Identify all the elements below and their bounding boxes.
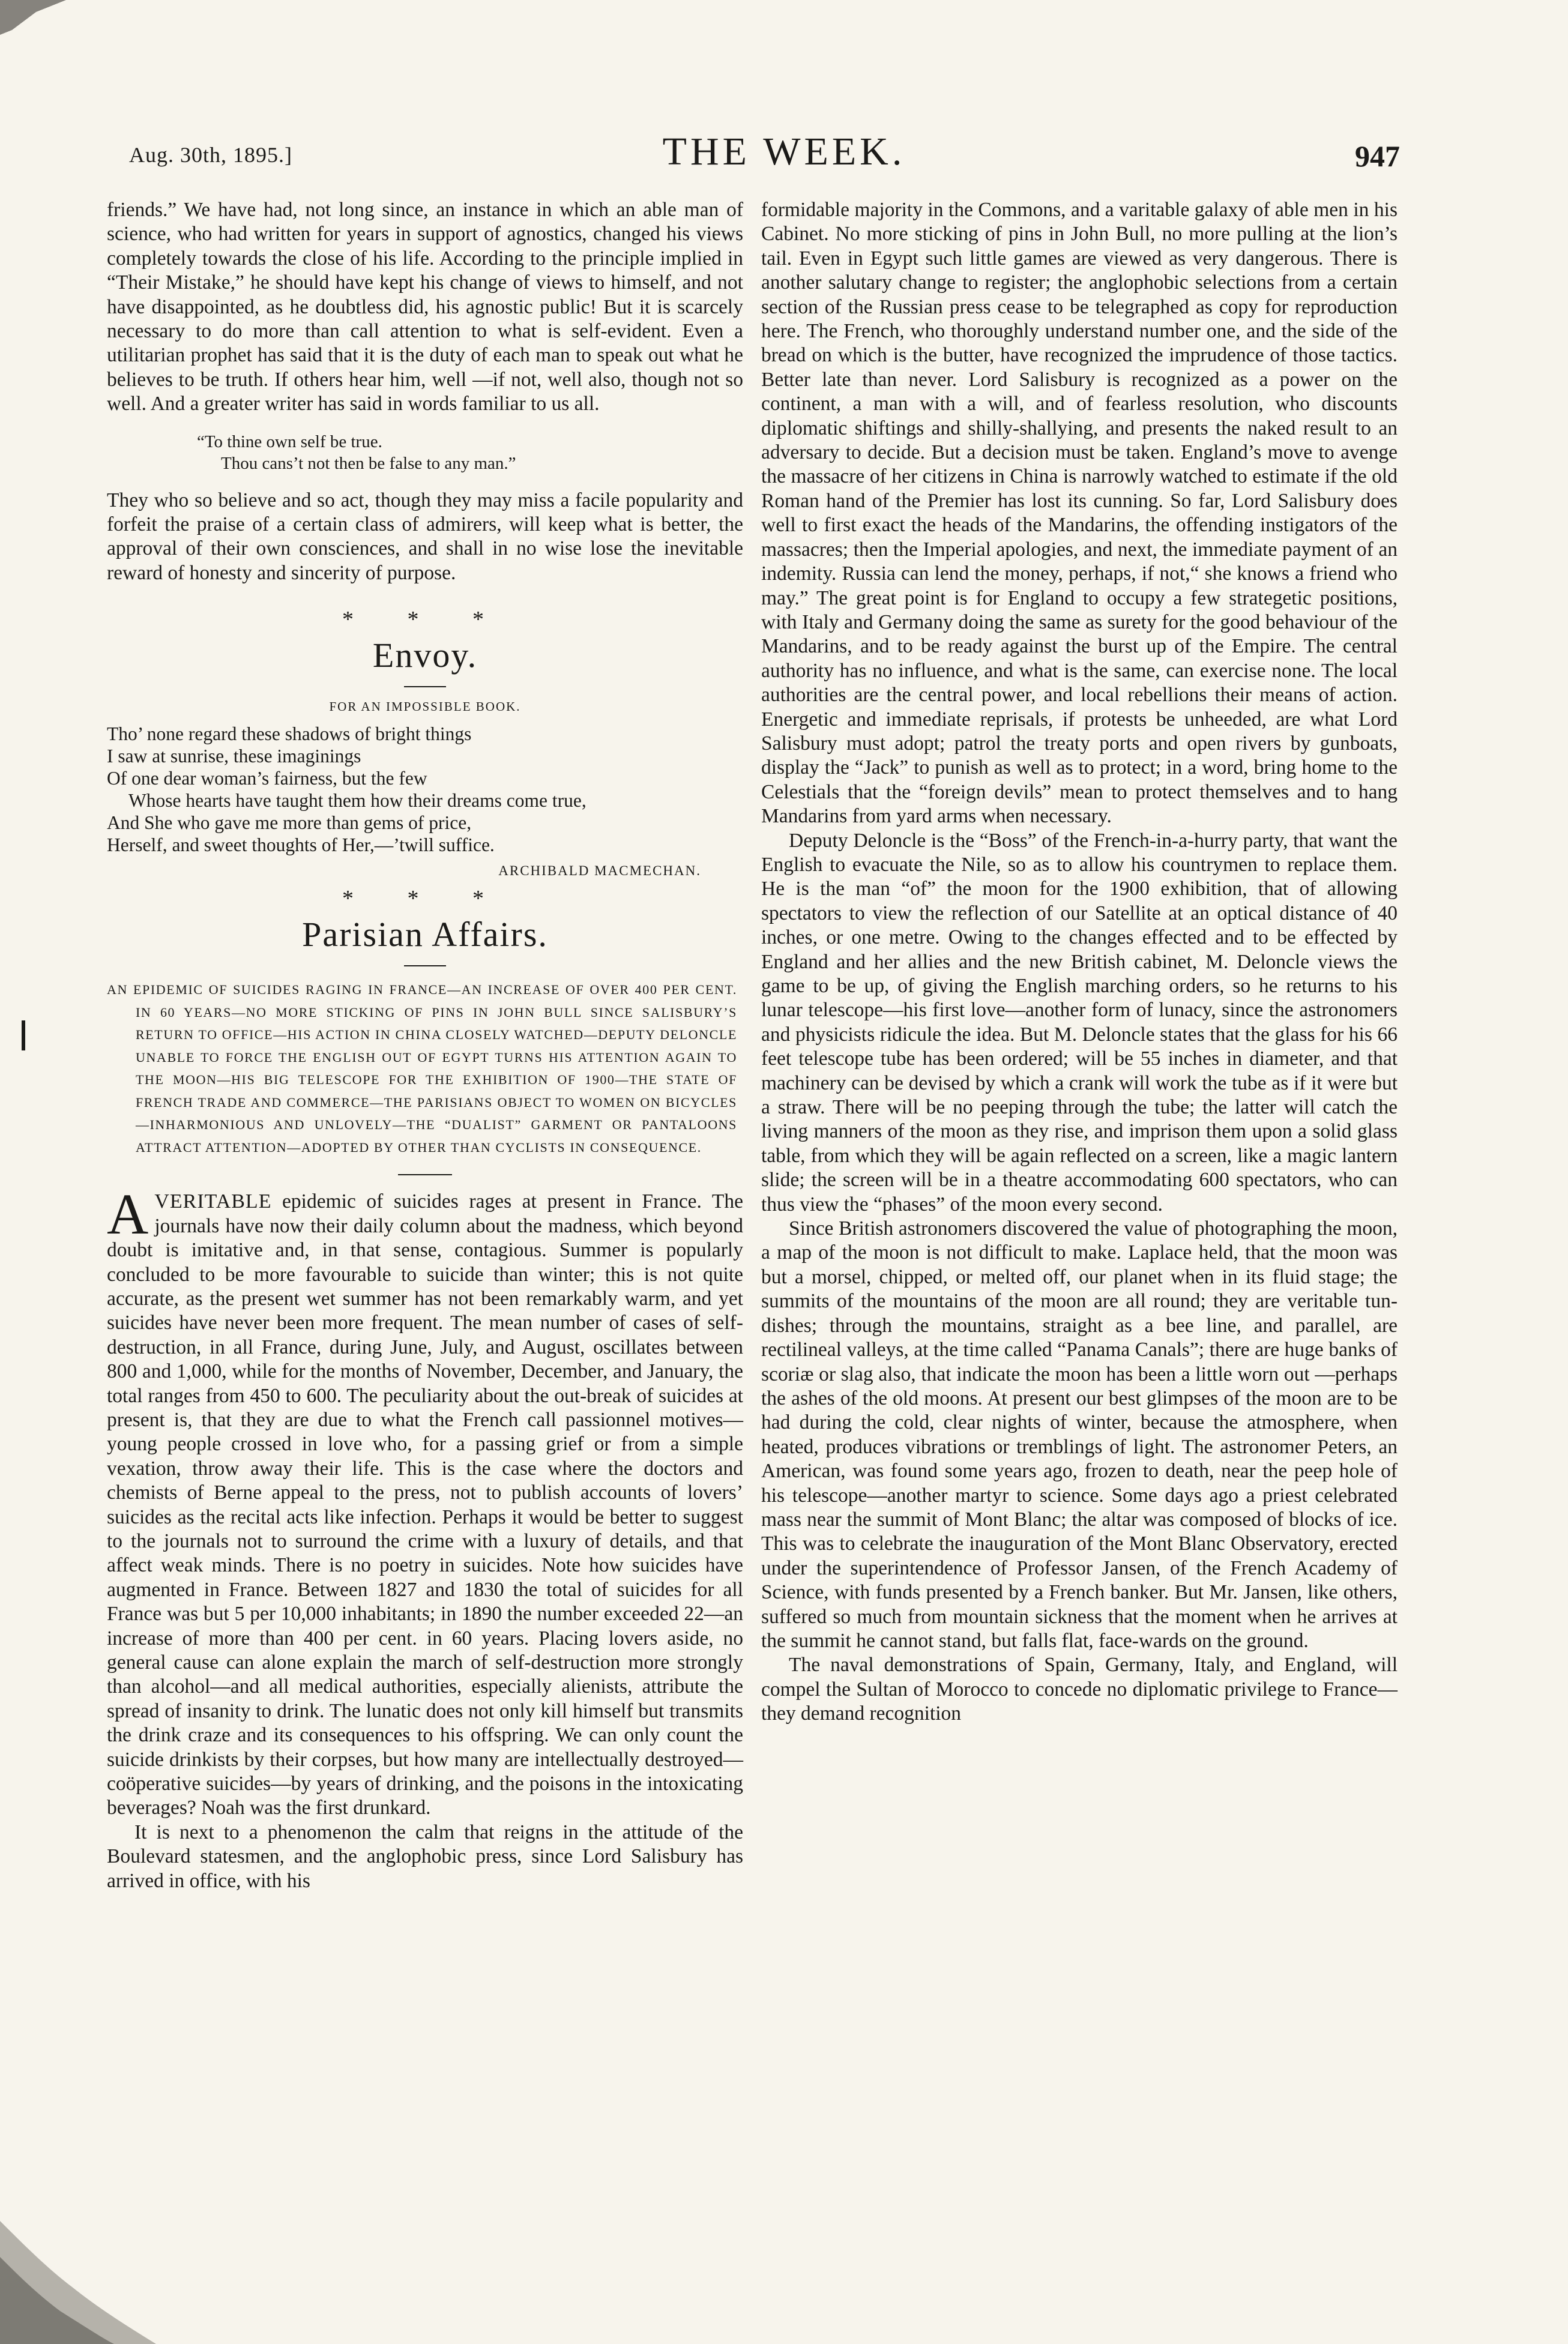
shakespeare-quote: [197, 431, 743, 474]
left-paragraph-3: [107, 1182, 743, 1821]
envoy-subtitle: FOR AN IMPOSSIBLE BOOK.: [329, 699, 521, 714]
lead-word: VERITABLE: [154, 1190, 272, 1213]
envoy-title: Envoy.: [372, 636, 478, 675]
article-summary: AN EPIDEMIC OF SUICIDES RAGING IN FRANCE—AN INCREASE OF OVER 400 PER CENT. IN 60 YEARS—NO MORE STICKING OF PINS IN JOHN BULL SINCE SALISBURY’S RETURN TO OFFICE—HIS ACTION IN CHINA CLOSELY WATCHED—DEPUTY DELONCLE UNABLE TO FORCE THE ENGLISH OUT OF EGYPT TURNS HIS ATTENTION AGAIN TO THE MOON—HIS BIG TELESCOPE FOR THE EXHIBITION OF 1900—THE STATE OF FRENCH TRADE AND COMMERCE—THE PARISIANS OBJECT TO WOMEN ON BICYCLES—INHARMONIOUS AND UNLOVELY—THE “DUALIST” GARMENT OR PANTALOONS ATTRACT ATTENTION—ADOPTED BY OTHER THAN CYCLISTS IN CONSEQUENCE.: [107, 982, 737, 1155]
section-asterism: * * *: [342, 607, 508, 633]
right-paragraph-1: formidable majority in the Commons, and a varitable galaxy of able men in his Cabinet. No more sticking of pins in John Bull, no more pulling at the lion’s tail. Even in Egypt such little games are viewed as very dangerous. There is another salutary change to register; the anglophobic selections from a certain section of the Russian press cease to be telegraphed as copy for reproduction here. The French, who thoroughly understand number one, and the side of the bread on which is the butter, have recognized the imprudence of those tactics. Better late than never. Lord Salisbury is recognized as a power on the continent, a man with a will, and of fearless resolution, who discounts diplomatic shiftings and shilly-shallying, and presents the naked result to an adversary to decide. But a decision must be taken. England’s move to avenge the massacre of her citizens in China is narrowly watched to estimate if the old Roman hand of the Premier has lost its cunning. So far, Lord Salisbury does well to first exact the heads of the Mandarins, the offending instigators of the massacres; then the Imperial apologies, and next, the immediate payment of an indemity. Russia can lend the money, perhaps, if not,“ she knows a friend who may.” The great point is for England to occupy a few strategetic positions, with Italy and Germany doing the same as surety for the good behaviour of the Mandarins, and to be ready against the burst up of the Empire. The central authority has no influence, and what is the same, can exercise none. The local authorities are the central power, and local rebellions their means of action. Energetic and immediate reprisals, if protests be unheeded, are what Lord Salisbury must adopt; patrol the treaty ports and open rivers by gunboats, display the “Jack” to punish as well as to protect; in a word, bring home to the Celestials that the “foreign devils” mean to protect themselves and to hang Mandarins from yard arms when necessary.: [761, 199, 1398, 828]
poem-line: Tho’ none regard these shadows of bright things: [107, 723, 472, 745]
right-paragraph-4: The naval demonstrations of Spain, Germany, Italy, and England, will compel the Sultan of Morocco to concede no diplomatic privilege to France—they demand recognition: [761, 1654, 1398, 1725]
poem-author: ARCHIBALD MACMECHAN.: [498, 863, 701, 879]
left-column: [107, 198, 743, 1893]
title-rule: [404, 965, 446, 966]
quote-line-2: Thou cans’t not then be false to any man.”: [221, 453, 516, 473]
right-paragraph-2: Deputy Deloncle is the “Boss” of the French-in-a-hurry party, that want the English to evacuate the Nile, so as to allow his countrymen to replace them. He is the man “of” the moon for the 1900 exhibition, that of allowing spectators to view the reflection of our Satellite at an optical distance of 40 inches, or one metre. Owing to the changes effected and to be effected by England and her allies and the new British cabinet, M. Deloncle views the game to be up, of giving the English marching orders, so he returns to his lunar telescope—his first love—another form of lunacy, since the astronomers and physicists ridicule the idea. But M. Deloncle states that the glass for his 66 feet telescope tube has been ordered; will be 55 inches in diameter, and that machinery can be devised by which a crank will work the tube as if it were but a straw. There will be no peeping through the tube; the latter will catch the living manners of the moon as they rise, and imprison them upon a solid glass table, from which they will be again reflected on a screen, like a magic lantern slide; the screen will be in a theatre accommodating 600 spectators, who can thus view the “phases” of the moon every second.: [761, 829, 1398, 1216]
issue-date: Aug. 30th, 1895.]: [129, 143, 292, 167]
poem-line: And She who gave me more than gems of price,: [107, 812, 472, 834]
left-paragraph-1: friends.” We have had, not long since, an instance in which an able man of science, who had written for years in support of agnostics, changed his views completely towards the close of his life. According to the principle implied in “Their Mistake,” he should have kept his change of views to himself, and not have disappointed, as he doubtless did, his agnostic public! But it is scarcely necessary to do more than call attention to what is self-evident. Even a utilitarian prophet has said that it is the duty of each man to speak out what he believes to be truth. If others hear him, well —if not, well also, though not so well. And a greater writer has said in words familiar to us all.: [107, 199, 743, 415]
right-column: [761, 198, 1398, 1726]
drop-cap: A: [107, 1182, 149, 1247]
margin-mark: [22, 1020, 25, 1050]
corner-smudge-bottom: [0, 2221, 156, 2344]
paragraph-body: epidemic of suicides rages at present in France. The journals have now their daily column about the madness, which beyond doubt is imitative and, in that sense, contagious. Summer is popularly concluded to be more favourable to suicide than winter; this is not quite accurate, as the present wet summer has not been remarkably warm, and yet suicides have never been more frequent. The mean number of cases of self-destruction, in all France, during June, July, and August, oscillates between 800 and 1,000, while for the months of November, December, and January, the total ranges from 450 to 600. The peculiarity about the out-break of suicides at present is, that they are due to what the French call passionnel motives—young people crossed in love who, for a passing grief or from a simple vexation, throw away their life. This is the case where the doctors and chemists of Berne appeal to the press, not to publish accounts of lovers’ suicides as the recital acts like infection. Perhaps it would be better to suggest to the journals not to surround the crime with a luxury of details, and that affect weak minds. There is no poetry in suicides. Note how suicides have augmented in France. Between 1827 and 1830 the total of suicides for all France was but 5 per 10,000 inhabitants; in 1890 the number exceeded 22—an increase of more than 400 per cent. in 60 years. Placing lovers aside, no general cause can alone explain the march of self-destruction more strongly than alcohol—and all medical authorities, especially alienists, attribute the spread of insanity to drink. The lunatic does not only kill himself but transmits the drink craze and its consequences to his offspring. We can only count the suicide drinkists by their corpses, but how many are intellectually destroyed—coöperative suicides—by years of drinking, and the poisons in the intoxicating beverages? Noah was the first drunkard.: [107, 1190, 743, 1819]
right-paragraph-3: Since British astronomers discovered the value of photographing the moon, a map of the moon is not difficult to make. Laplace held, that the moon was but a morsel, chipped, or melted off, our planet when in its fluid stage; the summits of the mountains of the moon are all round; they are veritable tun-dishes; through the mountains, straight as a bee line, and parallel, are rectilineal valleys, at the time called “Panama Canals”; there are huge banks of scoriæ or slag also, that indicate the moon has been a little worn out —perhaps the ashes of the old moons. At present our best glimpses of the moon are to be had during the cold, clear nights of winter, because the atmosphere, when heated, produces vibrations or tremblings of light. The astronomer Peters, an American, was found some years ago, frozen to death, near the peep hole of his telescope—another martyr to science. Some days ago a priest celebrated mass near the summit of Mont Blanc; the altar was composed of blocks of ice. This was to celebrate the inauguration of the Mont Blanc Observatory, erected under the superintendence of Professor Jansen, of the French Academy of Science, with funds presented by a French banker. But Mr. Jansen, like others, suffered so much from mountain sickness that the moment when he arrives at the summit he cannot stand, but falls flat, face-wards on the ground.: [761, 1217, 1398, 1652]
envoy-poem: [107, 723, 743, 856]
publication-title: THE WEEK.: [662, 130, 906, 173]
left-paragraph-2: They who so believe and so act, though they may miss a facile popularity and forfeit the praise of a certain class of admirers, will keep what is better, the approval of their own consciences, and shall in no wise lose the inevitable reward of honesty and sincerity of purpose.: [107, 489, 743, 584]
poem-line: Of one dear woman’s fairness, but the few: [107, 768, 427, 789]
left-paragraph-4: It is next to a phenomenon the calm that reigns in the attitude of the Boulevard statesmen, and the anglophobic press, since Lord Salisbury has arrived in office, with his: [107, 1821, 743, 1892]
running-head: [0, 129, 1568, 177]
section-asterism: * * *: [342, 886, 508, 912]
title-rule: [404, 686, 446, 687]
page-number: 947: [1355, 139, 1400, 173]
corner-smudge-top: [0, 0, 72, 36]
quote-line-1: “To thine own self be true.: [197, 432, 382, 451]
summary-rule: [398, 1174, 452, 1175]
parisian-affairs-title: Parisian Affairs.: [302, 915, 548, 954]
poem-line: I saw at sunrise, these imaginings: [107, 746, 361, 767]
poem-line: Herself, and sweet thoughts of Her,—’twill suffice.: [107, 834, 495, 856]
poem-line: Whose hearts have taught them how their dreams come true,: [128, 790, 586, 812]
